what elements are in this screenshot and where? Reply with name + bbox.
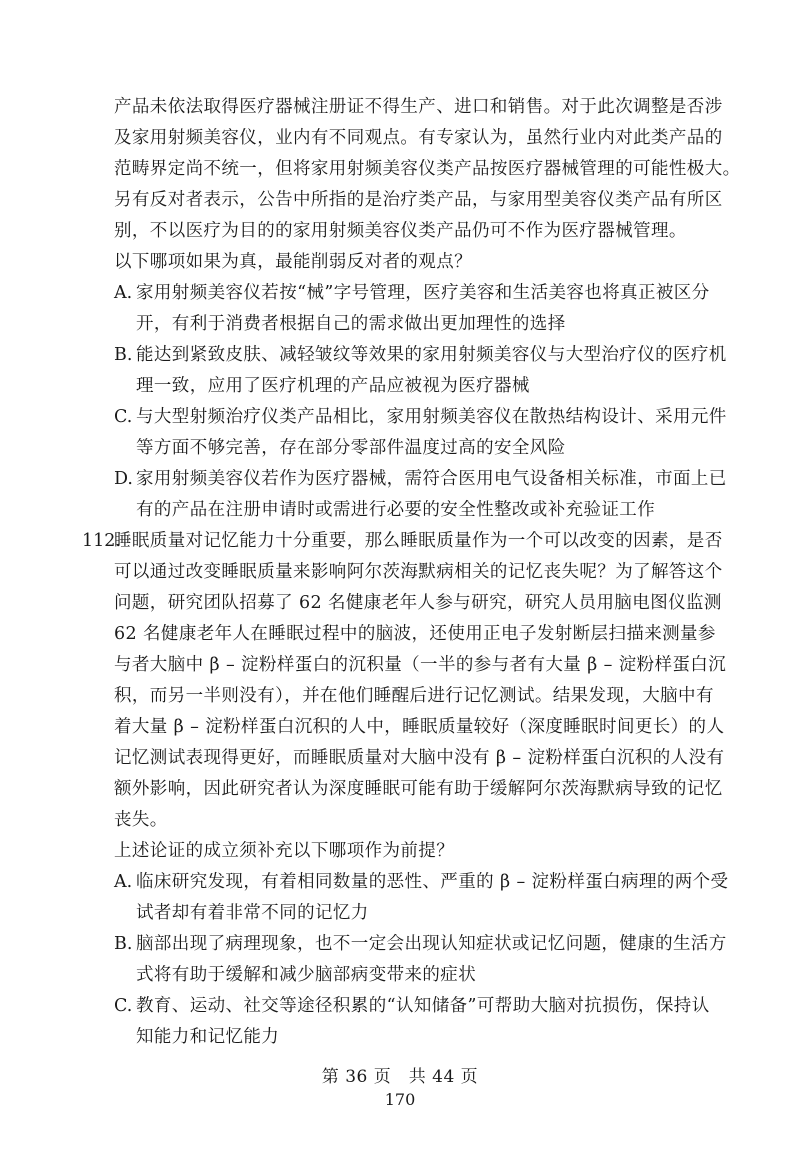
option-line: 脑部出现了病理现象，也不一定会出现认知症状或记忆问题，健康的生活方	[136, 934, 727, 954]
passage-line: 可以通过改变睡眠质量来影响阿尔茨海默病相关的记忆丧失呢？为了解答这个	[114, 562, 723, 582]
page-content	[82, 92, 741, 1053]
option-c	[114, 991, 724, 1053]
option-letter: B.	[114, 345, 133, 365]
question-prompt: 上述论证的成立须补充以下哪项作为前提？	[114, 841, 455, 861]
option-text	[136, 929, 727, 991]
option-line: 开，有利于消费者根据自己的需求做出更加理性的选择	[136, 314, 566, 334]
option-line: 式将有助于缓解和减少脑部病变带来的症状	[136, 965, 477, 985]
question-prompt: 以下哪项如果为真，最能削弱反对者的观点？	[114, 252, 472, 272]
option-line: 能达到紧致皮肤、减轻皱纹等效果的家用射频美容仪与大型治疗仪的医疗机	[136, 345, 727, 365]
passage-line: 着大量 β – 淀粉样蛋白沉积的人中，睡眠质量较好（深度睡眠时间更长）的人	[114, 717, 725, 737]
option-line: 家用射频美容仪若作为医疗器械，需符合医用电气设备相关标准，市面上已	[136, 469, 727, 489]
passage-line: 别，不以医疗为目的的家用射频美容仪类产品仍可不作为医疗器械管理。	[114, 221, 687, 241]
option-text	[136, 278, 710, 340]
option-line: 与大型射频治疗仪类产品相比，家用射频美容仪在散热结构设计、采用元件	[136, 407, 727, 427]
passage-line: 62 名健康老年人在睡眠过程中的脑波，还使用正电子发射断层扫描来测量参	[114, 624, 716, 644]
option-text	[136, 464, 727, 526]
passage-line: 另有反对者表示，公告中所指的是治疗类产品，与家用型美容仪类产品有所区	[114, 190, 723, 210]
option-text	[136, 991, 710, 1053]
passage-line: 额外影响，因此研究者认为深度睡眠可能有助于缓解阿尔茨海默病导致的记忆	[114, 779, 723, 799]
question-112	[82, 526, 727, 836]
option-text	[136, 402, 727, 464]
option-line: 理一致，应用了医疗机理的产品应被视为医疗器械	[136, 376, 530, 396]
option-d	[114, 464, 727, 526]
passage-line: 范畴界定尚不统一，但将家用射频美容仪类产品按医疗器械管理的可能性极大。	[114, 159, 741, 179]
option-letter: A.	[114, 283, 133, 303]
passage-line: 记忆测试表现得更好，而睡眠质量对大脑中没有 β – 淀粉样蛋白沉积的人没有	[114, 748, 725, 768]
option-a	[114, 278, 724, 340]
option-line: 有的产品在注册申请时或需进行必要的安全性整改或补充验证工作	[136, 500, 656, 520]
passage-line: 积，而另一半则没有），并在他们睡醒后进行记忆测试。结果发现，大脑中有	[114, 686, 714, 706]
answer-options	[114, 278, 727, 526]
passage-line: 与者大脑中 β – 淀粉样蛋白的沉积量（一半的参与者有大量 β – 淀粉样蛋白沉	[114, 655, 727, 675]
option-letter: B.	[114, 934, 133, 954]
option-line: 知能力和记忆能力	[136, 1027, 280, 1047]
answer-options-112	[114, 867, 729, 1053]
option-letter: C.	[114, 407, 133, 427]
option-letter: D.	[114, 469, 133, 489]
option-text	[136, 340, 727, 402]
passage-line: 问题，研究团队招募了 62 名健康老年人参与研究，研究人员用脑电图仪监测	[114, 593, 722, 613]
passage-line: 及家用射频美容仪，业内有不同观点。有专家认为，虽然行业内对此类产品的	[114, 128, 723, 148]
passage-line: 丧失。	[114, 810, 168, 830]
option-line: 教育、运动、社交等途径积累的“认知储备”可帮助大脑对抗损伤，保持认	[136, 996, 710, 1016]
page-number: 170	[384, 1090, 416, 1109]
option-text	[136, 867, 728, 929]
question-number: 112.	[82, 531, 121, 551]
option-line: 家用射频美容仪若按“械”字号管理，医疗美容和生活美容也将真正被区分	[136, 283, 710, 303]
continued-passage	[114, 92, 741, 247]
option-b	[114, 929, 727, 991]
page-count-label: 第 36 页 共 44 页	[321, 1067, 479, 1087]
passage-line: 产品未依法取得医疗器械注册证不得生产、进口和销售。对于此次调整是否涉	[114, 97, 723, 117]
option-line: 试者却有着非常不同的记忆力	[136, 903, 369, 923]
option-a	[114, 867, 729, 929]
passage-line: 睡眠质量对记忆能力十分重要，那么睡眠质量作为一个可以改变的因素，是否	[114, 531, 723, 551]
option-letter: A.	[114, 872, 133, 892]
option-letter: C.	[114, 996, 133, 1016]
option-line: 临床研究发现，有着相同数量的恶性、严重的 β – 淀粉样蛋白病理的两个受	[136, 872, 729, 892]
option-b	[114, 340, 727, 402]
option-c	[114, 402, 727, 464]
option-line: 等方面不够完善，存在部分零部件温度过高的安全风险	[136, 438, 566, 458]
